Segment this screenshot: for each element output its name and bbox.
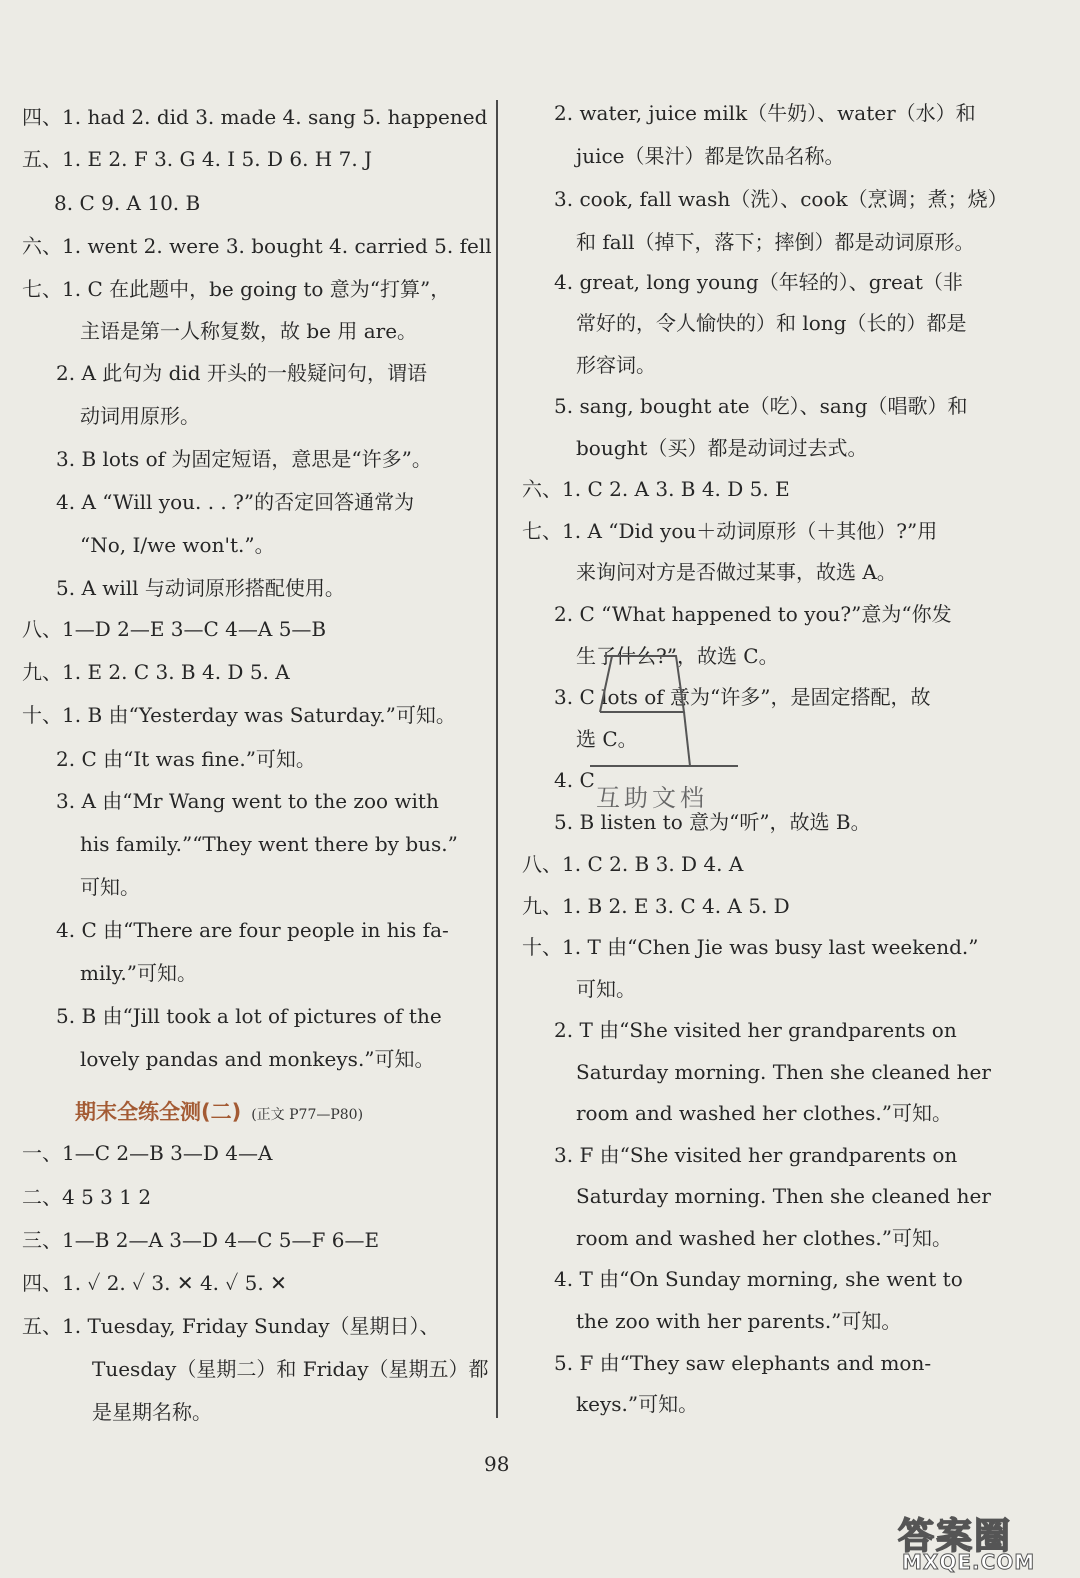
answer-line: mily.”可知。 <box>80 961 197 985</box>
answer-line: 选 C。 <box>576 727 638 751</box>
answer-line: 和 fall（掉下，落下；摔倒）都是动词原形。 <box>576 230 975 254</box>
answer-line: 四、1. ✓ 2. ✓ 3. ✕ 4. ✓ 5. ✕ <box>22 1271 287 1295</box>
answer-line: 常好的，令人愉快的）和 long（长的）都是 <box>576 311 967 335</box>
answer-line: 生了什么?”，故选 C。 <box>576 644 779 668</box>
answer-line: 五、1. E 2. F 3. G 4. I 5. D 6. H 7. J <box>22 147 373 171</box>
answer-line: 8. C 9. A 10. B <box>54 191 201 215</box>
answer-line: 3. C lots of 意为“许多”，是固定搭配，故 <box>554 685 931 709</box>
answer-line: keys.”可知。 <box>576 1392 699 1416</box>
answer-line: 5. A will 与动词原形搭配使用。 <box>56 576 345 600</box>
answer-line: 二、4 5 3 1 2 <box>22 1185 152 1209</box>
answer-line: 3. cook, fall wash（洗）、cook（烹调；煮；烧） <box>554 187 1008 211</box>
answer-line: 5. sang, bought ate（吃）、sang（唱歌）和 <box>554 394 968 418</box>
answer-line: 六、1. went 2. were 3. bought 4. carried 5. fell <box>22 234 492 258</box>
answer-line: 4. great, long young（年轻的）、great（非 <box>554 270 963 294</box>
answer-line: 3. F 由“She visited her grandparents on <box>554 1143 958 1167</box>
watermark-text: 互助文档 <box>596 784 708 812</box>
answer-line: 2. C “What happened to you?”意为“你发 <box>554 602 952 626</box>
answer-line: juice（果汁）都是饮品名称。 <box>576 144 845 168</box>
answer-line: room and washed her clothes.”可知。 <box>576 1101 952 1125</box>
answer-line: 四、1. had 2. did 3. made 4. sang 5. happened <box>22 105 488 129</box>
answer-line: 可知。 <box>576 977 636 1001</box>
watermark-glyph-icon <box>590 650 740 780</box>
answer-line: 是星期名称。 <box>92 1400 212 1424</box>
watermark <box>590 650 740 820</box>
answer-line: 动词用原形。 <box>80 404 200 428</box>
answer-line: 5. F 由“They saw elephants and mon- <box>554 1351 932 1375</box>
answer-line: 4. C 由“There are four people in his fa- <box>56 918 449 942</box>
logo-url: MXQE.COM <box>902 1550 1036 1574</box>
answer-line: 2. water, juice milk（牛奶）、water（水）和 <box>554 101 976 125</box>
answer-line: 2. A 此句为 did 开头的一般疑问句，谓语 <box>56 361 427 385</box>
answer-line: 五、1. Tuesday, Friday Sunday（星期日）、 <box>22 1314 440 1338</box>
answer-line: 八、1—D 2—E 3—C 4—A 5—B <box>22 617 327 641</box>
logo-text: 答案圈 <box>898 1516 1013 1557</box>
answer-line: Saturday morning. Then she cleaned her <box>576 1060 991 1084</box>
answer-line: 一、1—C 2—B 3—D 4—A <box>22 1141 273 1165</box>
answer-line: 可知。 <box>80 875 140 899</box>
answer-line: 九、1. E 2. C 3. B 4. D 5. A <box>22 660 290 684</box>
answer-line: Saturday morning. Then she cleaned her <box>576 1184 991 1208</box>
answer-line: 十、1. B 由“Yesterday was Saturday.”可知。 <box>22 703 456 727</box>
answer-line: 5. B listen to 意为“听”，故选 B。 <box>554 810 871 834</box>
answer-line: the zoo with her parents.”可知。 <box>576 1309 902 1333</box>
answer-line: 5. B 由“Jill took a lot of pictures of the <box>56 1004 442 1028</box>
site-logo <box>898 1508 1074 1574</box>
section-pages: (正文 P77—P80) <box>251 1107 364 1123</box>
page-number: 98 <box>484 1452 510 1476</box>
answer-line: Tuesday（星期二）和 Friday（星期五）都 <box>92 1357 489 1381</box>
section-heading <box>75 1096 363 1126</box>
answer-line: 十、1. T 由“Chen Jie was busy last weekend.” <box>522 935 979 959</box>
answer-line: 主语是第一人称复数，故 be 用 are。 <box>80 319 418 343</box>
answer-line: 来询问对方是否做过某事，故选 A。 <box>576 560 897 584</box>
answer-line: 2. T 由“She visited her grandparents on <box>554 1018 957 1042</box>
column-divider <box>496 100 498 1418</box>
answer-line: 4. T 由“On Sunday morning, she went to <box>554 1267 963 1291</box>
answer-line: 六、1. C 2. A 3. B 4. D 5. E <box>522 477 790 501</box>
answer-line: 4. A “Will you. . . ?”的否定回答通常为 <box>56 490 415 514</box>
answer-line: 2. C 由“It was fine.”可知。 <box>56 747 316 771</box>
answer-line: lovely pandas and monkeys.”可知。 <box>80 1047 435 1071</box>
answer-line: 4. C <box>554 768 595 792</box>
answer-line: room and washed her clothes.”可知。 <box>576 1226 952 1250</box>
answer-line: 形容词。 <box>576 353 656 377</box>
answer-line: 九、1. B 2. E 3. C 4. A 5. D <box>522 894 790 918</box>
answer-line: 三、1—B 2—A 3—D 4—C 5—F 6—E <box>22 1228 380 1252</box>
section-title: 期末全练全测(二) <box>75 1100 242 1124</box>
answer-line: 七、1. A “Did you＋动词原形（＋其他）?”用 <box>522 519 938 543</box>
answer-line: 七、1. C 在此题中，be going to 意为“打算”， <box>22 277 451 301</box>
answer-line: 八、1. C 2. B 3. D 4. A <box>522 852 744 876</box>
answer-line: “No, I/we won't.”。 <box>80 533 275 557</box>
answer-line: his family.”“They went there by bus.” <box>80 832 458 856</box>
answer-line: bought（买）都是动词过去式。 <box>576 436 868 460</box>
answer-line: 3. B lots of 为固定短语，意思是“许多”。 <box>56 447 432 471</box>
answer-line: 3. A 由“Mr Wang went to the zoo with <box>56 789 439 813</box>
